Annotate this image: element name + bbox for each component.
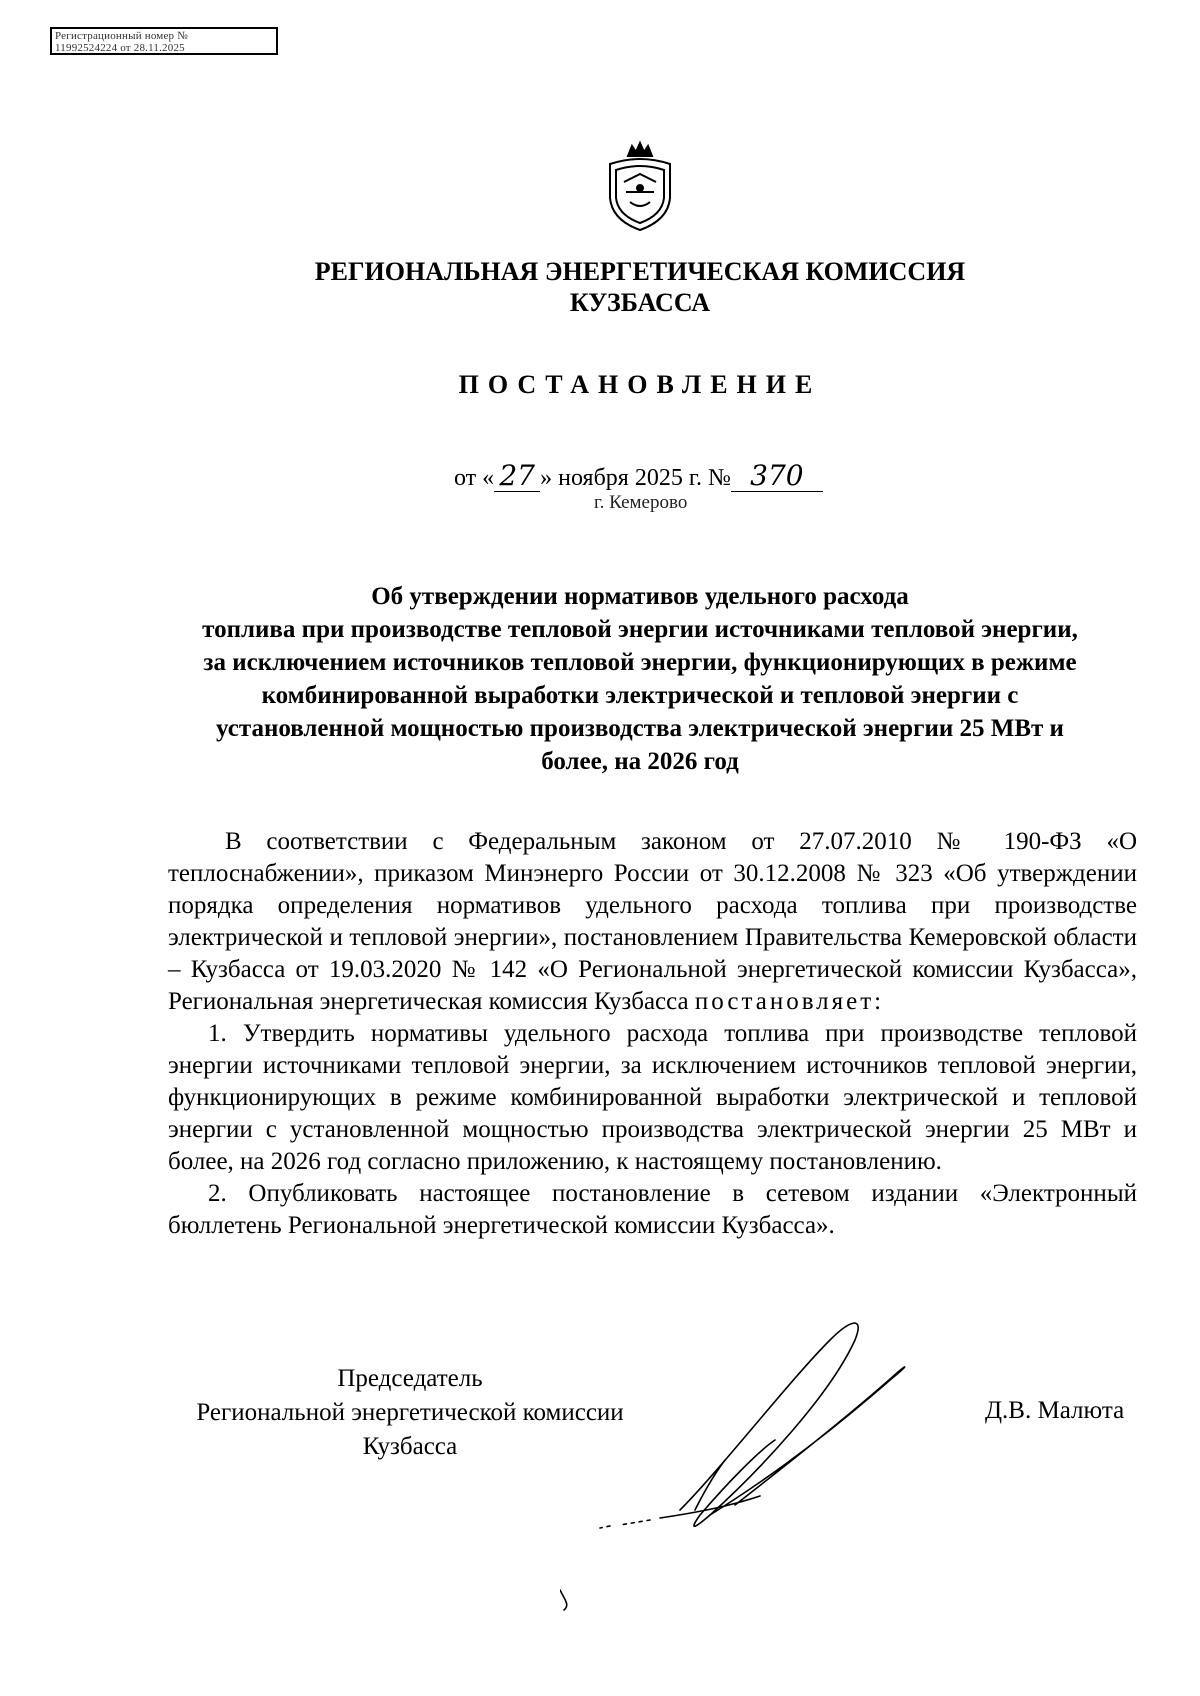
document-subject bbox=[120, 580, 1160, 778]
signatory-name: Д.В. Малюта bbox=[985, 1397, 1125, 1424]
document-type: ПОСТАНОВЛЕНИЕ bbox=[458, 370, 822, 399]
date-line bbox=[454, 461, 954, 493]
position-line-1: Председатель bbox=[337, 1365, 483, 1392]
subject-line: установленной мощностью производства электрической энергии 25 МВт и bbox=[216, 715, 1064, 742]
registration-label: Регистрационный номер № bbox=[55, 30, 188, 42]
item-1: 1. Утвердить нормативы удельного расхода топлива при производстве тепловой энергии источниками тепловой энергии, за исключением источников тепловой энергии, функционирующих в режиме комбинированной выработки электрической и тепловой энергии с установленной мощностью производства электрической энергии 25 МВт и более, на 2026 год согласно приложению, к настоящему постановлению. bbox=[168, 1020, 1137, 1175]
organization-line-1: РЕГИОНАЛЬНАЯ ЭНЕРГЕТИЧЕСКАЯ КОМИССИЯ bbox=[314, 257, 966, 286]
resolves-word: постановляет: bbox=[694, 988, 885, 1015]
kuzbass-coat-of-arms-icon bbox=[600, 140, 680, 235]
preamble-paragraph bbox=[168, 826, 1137, 1018]
item-2: 2. Опубликовать настоящее постановление в сетевом издании «Электронный бюллетень Региональной энергетической комиссии Кузбасса». bbox=[168, 1180, 1137, 1239]
registration-stamp bbox=[50, 27, 278, 55]
position-line-3: Кузбасса bbox=[362, 1433, 458, 1460]
document-body bbox=[168, 826, 1137, 1242]
position-line-2: Региональной энергетической комиссии bbox=[196, 1399, 624, 1426]
city: г. Кемерово bbox=[594, 492, 688, 513]
subject-line: топлива при производстве тепловой энергии источниками тепловой энергии, bbox=[202, 616, 1078, 643]
subject-line: за исключением источников тепловой энергии, функционирующих в режиме bbox=[203, 649, 1077, 676]
preamble-text: В соответствии с Федеральным законом от 27.07.2010 № 190-ФЗ «О теплоснабжении», приказом Минэнерго России от 30.12.2008 № 323 «Об утверждении порядка определения нормативов удельного расхода топлива при производстве электрической и тепловой энергии», постановлением Правительства Кемеровской области – Кузбасса от 19.03.2020 № 142 «О Региональной энергетической комиссии Кузбасса», Региональная энергетическая комиссия Кузбасса bbox=[168, 828, 1137, 1015]
organization-title bbox=[200, 256, 1080, 318]
registration-number: 11992524224 от 28.11.2025 bbox=[55, 42, 185, 54]
date-prefix: от « bbox=[454, 465, 495, 491]
subject-line: Об утверждении нормативов удельного расхода bbox=[371, 583, 909, 610]
document-number-handwritten: 370 bbox=[731, 461, 823, 492]
handwritten-signature bbox=[560, 1300, 990, 1620]
organization-line-2: КУЗБАССА bbox=[569, 288, 711, 317]
date-middle: » ноября 2025 г. № bbox=[540, 465, 731, 491]
date-day-handwritten: 27 bbox=[494, 461, 540, 492]
subject-line: более, на 2026 год bbox=[541, 748, 739, 775]
subject-line: комбинированной выработки электрической и тепловой энергии с bbox=[261, 682, 1019, 709]
